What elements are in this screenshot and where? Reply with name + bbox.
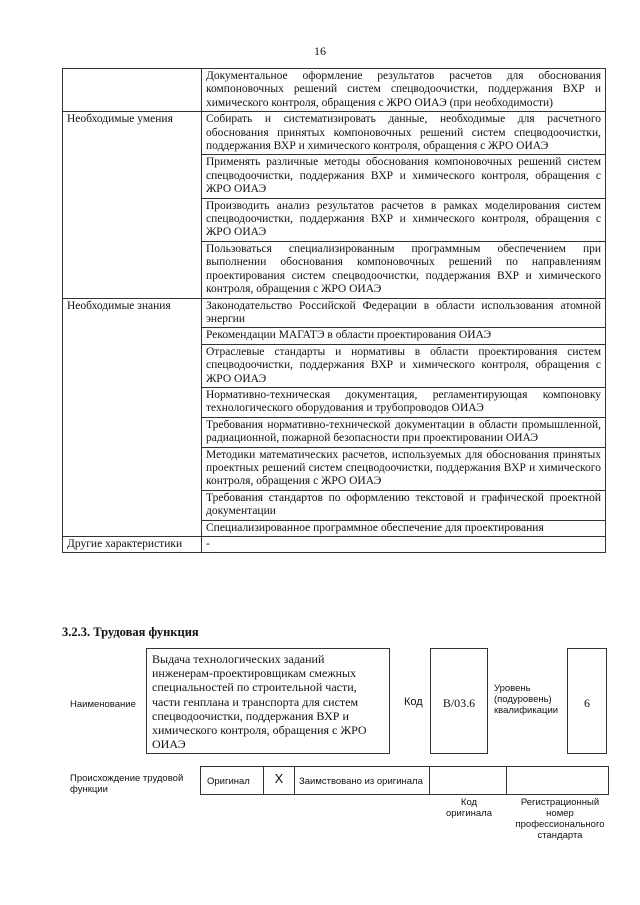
borrowed-label: Заимствовано из оригинала (299, 776, 423, 787)
row-text: Применять различные методы обоснования компоновочных решений систем спецводоочистки, поддержания ВХР и химического контроля, обращения с ЖРО ОИАЭ (202, 155, 606, 198)
knowledge-label: Необходимые знания (63, 298, 202, 537)
row-label (63, 69, 202, 112)
reg-number-caption: Регистрационный номер профессионального стандарта (515, 797, 605, 841)
row-text: Собирать и систематизировать данные, необходимые для расчетного обоснования принятых компоновочных решений систем спецводоочистки, поддержания ВХР и химического контроля, обращения с ЖРО ОИАЭ (202, 112, 606, 155)
qualification-level: 6 (567, 648, 607, 754)
row-text: Пользоваться специализированным программным обеспечением при выполнении обоснования компоновочных решений по направлениям проектирования систем спецводоочистки, поддержания ВХР и химического контроля, обращения с ЖРО ОИАЭ (202, 241, 606, 298)
row-text: Законодательство Российской Федерации в области использования атомной энергии (202, 298, 606, 328)
row-text: Нормативно-техническая документация, регламентирующая компоновку технологического оборудования и трубопроводов ОИАЭ (202, 387, 606, 417)
row-text: - (202, 537, 606, 553)
table-row (63, 112, 606, 155)
row-text: Специализированное программное обеспечение для проектирования (202, 520, 606, 536)
competency-table (62, 68, 606, 553)
table-row (63, 69, 606, 112)
table-row (63, 298, 606, 328)
page-number: 16 (314, 44, 326, 58)
row-text: Производить анализ результатов расчетов в рамках моделирования систем спецводоочистки, поддержания ВХР и химического контроля, обращения с ЖРО ОИАЭ (202, 198, 606, 241)
row-text: Рекомендации МАГАТЭ в области проектирования ОИАЭ (202, 328, 606, 344)
origin-label: Происхождение трудовой функции (70, 773, 184, 795)
code-original-caption: Код оригинала (445, 797, 492, 819)
name-label: Наименование (70, 699, 136, 710)
divider (506, 767, 507, 794)
row-text: Методики математических расчетов, используемых для обоснования принятых проектных решений систем спецводоочистки, поддержания ВХР и химического контроля, обращения с ЖРО ОИАЭ (202, 447, 606, 490)
function-name: Выдача технологических заданий инженерам-проектировщикам смежных специальностей по строительной части, части генплана и транспорта для систем спецводоочистки, поддержания ВХР и химического контроля, обращения с ЖРО ОИАЭ (146, 648, 390, 754)
divider (429, 767, 430, 794)
origin-row (200, 766, 609, 795)
row-text: Требования нормативно-технической документации в области промышленной, радиационной, пожарной безопасности при проектировании ОИАЭ (202, 417, 606, 447)
original-mark: X (274, 771, 284, 786)
section-heading: 3.2.3. Трудовая функция (62, 625, 199, 639)
other-label: Другие характеристики (63, 537, 202, 553)
function-code: B/03.6 (430, 648, 488, 754)
row-text: Отраслевые стандарты и нормативы в области проектирования систем спецводоочистки, поддержания ВХР и химического контроля, обращения с ЖРО ОИАЭ (202, 344, 606, 387)
skills-label: Необходимые умения (63, 112, 202, 298)
table-row (63, 537, 606, 553)
original-label: Оригинал (207, 776, 250, 787)
row-text: Документальное оформление результатов расчетов для обоснования компоновочных решений систем спецводоочистки, поддержания ВХР и химического контроля, обращения с ЖРО ОИАЭ (при необходимости) (202, 69, 606, 112)
level-label: Уровень (подуровень) квалификации (494, 683, 559, 716)
divider (294, 767, 295, 794)
row-text: Требования стандартов по оформлению текстовой и графической проектной документации (202, 490, 606, 520)
code-label: Код (404, 696, 423, 708)
